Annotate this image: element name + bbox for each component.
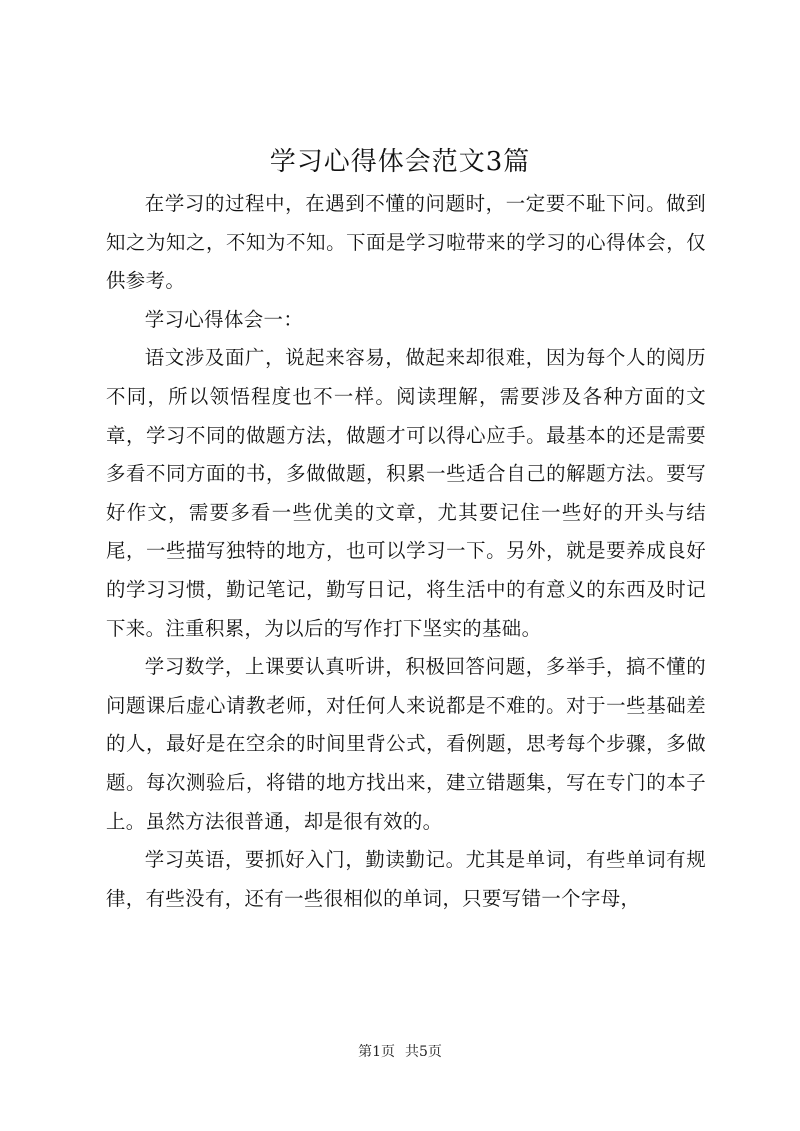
section-heading: 学习心得体会一： [144, 307, 304, 331]
document-body [106, 185, 706, 918]
page-total: 共5页 [405, 1044, 442, 1060]
body-paragraph: 语文涉及面广，说起来容易，做起来却很难，因为每个人的阅历不同，所以领悟程度也不一样。阅读理解，需要涉及各种方面的文章，学习不同的做题方法，做题才可以得心应手。最基本的还是需要多看不同方面的书，多做做题，积累一些适合自己的解题方法。要写好作文，需要多看一些优美的文章，尤其要记住一些好的开头与结尾，一些描写独特的地方，也可以学习一下。另外，就是要养成良好的学习习惯，勤记笔记，勤写日记，将生活中的有意义的东西及时记下来。注重积累，为以后的写作打下坚实的基础。 [106, 346, 706, 640]
body-paragraph: 学习英语，要抓好入门，勤读勤记。尤其是单词，有些单词有规律，有些没有，还有一些很相似的单词，只要写错一个字母， [106, 848, 706, 910]
intro-paragraph: 在学习的过程中，在遇到不懂的问题时，一定要不耻下问。做到知之为知之，不知为不知。下面是学习啦带来的学习的心得体会，仅供参考。 [106, 192, 706, 293]
body-paragraph: 学习数学，上课要认真听讲，积极回答问题，多举手，搞不懂的问题课后虚心请教老师，对任何人来说都是不难的。对于一些基础差的人，最好是在空余的时间里背公式，看例题，思考每个步骤，多做题。每次测验后，将错的地方找出来，建立错题集，写在专门的本子上。虽然方法很普通，却是很有效的。 [106, 655, 706, 833]
page-number: 第1页 [358, 1044, 395, 1060]
document-title: 学习心得体会范文3篇 [269, 147, 531, 177]
page-footer [0, 1042, 800, 1062]
